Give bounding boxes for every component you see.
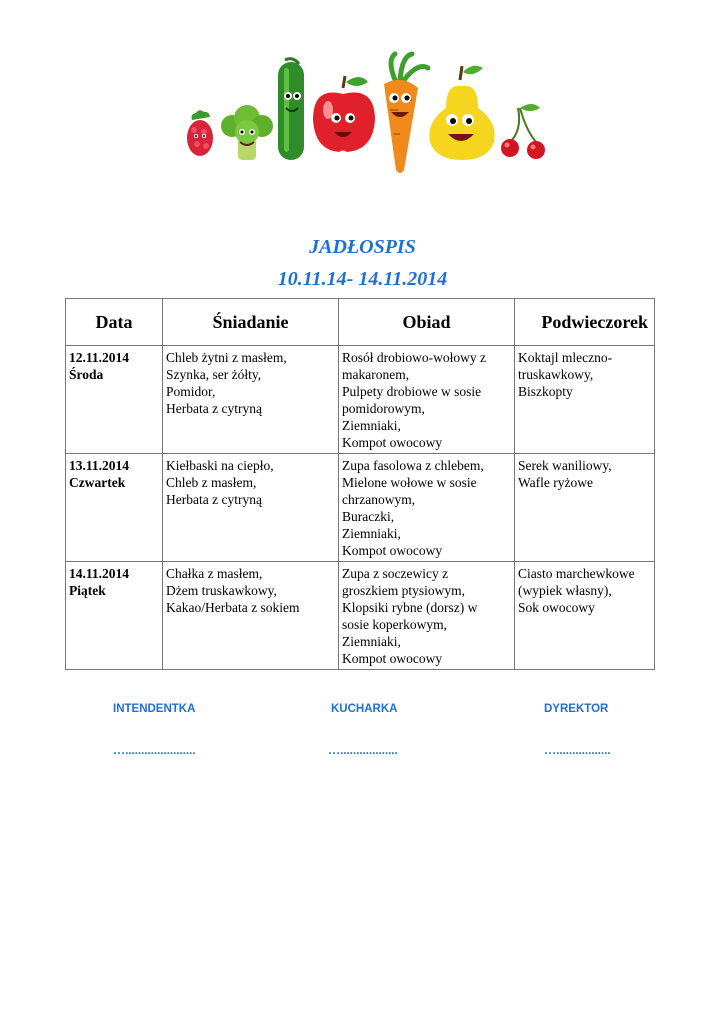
cucumber-icon [278,59,304,160]
menu-item: Sok owocowy [518,600,595,615]
date-cell [66,454,163,562]
menu-item: Kompot owocowy [342,435,443,450]
breakfast-cell [163,562,339,670]
table-row [66,346,655,454]
menu-item: Buraczki, [342,509,395,524]
date-cell [66,562,163,670]
menu-title: JADŁOSPIS [309,236,416,258]
header-row [66,299,655,346]
menu-item: Ziemniaki, [342,526,401,541]
pear-icon [429,66,494,160]
snack-cell [515,562,655,670]
broccoli-icon [221,105,273,160]
menu-item: groszkiem ptysiowym, [342,583,465,598]
breakfast-cell [163,454,339,562]
date-value: 14.11.2014 [69,566,130,581]
menu-item: chrzanowym, [342,492,416,507]
signature-line-kucharka: ….................. [328,743,398,757]
column-header-snack: Podwieczorek [515,299,655,346]
date-cell [66,346,163,454]
signature-line-dyrektor: …................. [544,743,611,757]
date-value: 13.11.2014 [69,458,130,473]
signature-intendentka: INTENDENTKA [113,703,196,715]
menu-item: truskawkowy, [518,367,594,382]
snack-cell [515,346,655,454]
carrot-icon [384,54,428,173]
menu-item: Zupa fasolowa z chlebem, [342,458,484,473]
raspberry-icon [187,110,213,156]
cherries-icon [501,104,545,159]
menu-table [65,298,655,670]
menu-item: Kakao/Herbata z sokiem [166,600,300,615]
menu-item: Ziemniaki, [342,418,401,433]
date-value: 12.11.2014 [69,350,130,365]
menu-item: Chałka z masłem, [166,566,263,581]
weekday-value: Środa [69,367,104,382]
menu-item: Biszkopty [518,384,573,399]
menu-item: Mielone wołowe w sosie [342,475,477,490]
menu-item: Chleb żytni z masłem, [166,350,287,365]
weekday-value: Czwartek [69,475,126,490]
menu-item: Ciasto marchewkowe [518,566,635,581]
column-header-date: Data [66,299,163,346]
menu-item: Koktajl mleczno- [518,350,613,365]
menu-item: Herbata z cytryną [166,492,262,507]
menu-item: Kiełbaski na ciepło, [166,458,274,473]
menu-item: Pulpety drobiowe w sosie [342,384,482,399]
weekday-value: Piątek [69,583,106,598]
menu-item: sosie koperkowym, [342,617,447,632]
menu-item: Rosół drobiowo-wołowy z [342,350,486,365]
menu-item: Ziemniaki, [342,634,401,649]
apple-icon [313,76,375,152]
menu-item: Klopsiki rybne (dorsz) w [342,600,478,615]
column-header-lunch: Obiad [339,299,515,346]
column-header-breakfast: Śniadanie [163,299,339,346]
snack-cell [515,454,655,562]
menu-item: Kompot owocowy [342,543,443,558]
menu-item: Dżem truskawkowy, [166,583,277,598]
signature-dyrektor: DYREKTOR [544,703,609,715]
menu-item: Zupa z soczewicy z [342,566,449,581]
menu-item: Herbata z cytryną [166,401,262,416]
menu-item: Kompot owocowy [342,651,443,666]
lunch-cell [339,454,515,562]
menu-item: makaronem, [342,367,410,382]
menu-item: Pomidor, [166,384,216,399]
signature-kucharka: KUCHARKA [331,703,398,715]
signature-line-intendentka: …...................... [113,743,196,757]
menu-item: Serek waniliowy, [518,458,612,473]
menu-item: Szynka, ser żółty, [166,367,262,382]
menu-item: Chleb z masłem, [166,475,257,490]
menu-item: pomidorowym, [342,401,425,416]
menu-item: (wypiek własny), [518,583,612,598]
fruits-vegetables-illustration [180,50,550,175]
breakfast-cell [163,346,339,454]
date-range: 10.11.14- 14.11.2014 [277,268,448,290]
table-row [66,454,655,562]
table-row [66,562,655,670]
menu-item: Wafle ryżowe [518,475,593,490]
lunch-cell [339,346,515,454]
lunch-cell [339,562,515,670]
